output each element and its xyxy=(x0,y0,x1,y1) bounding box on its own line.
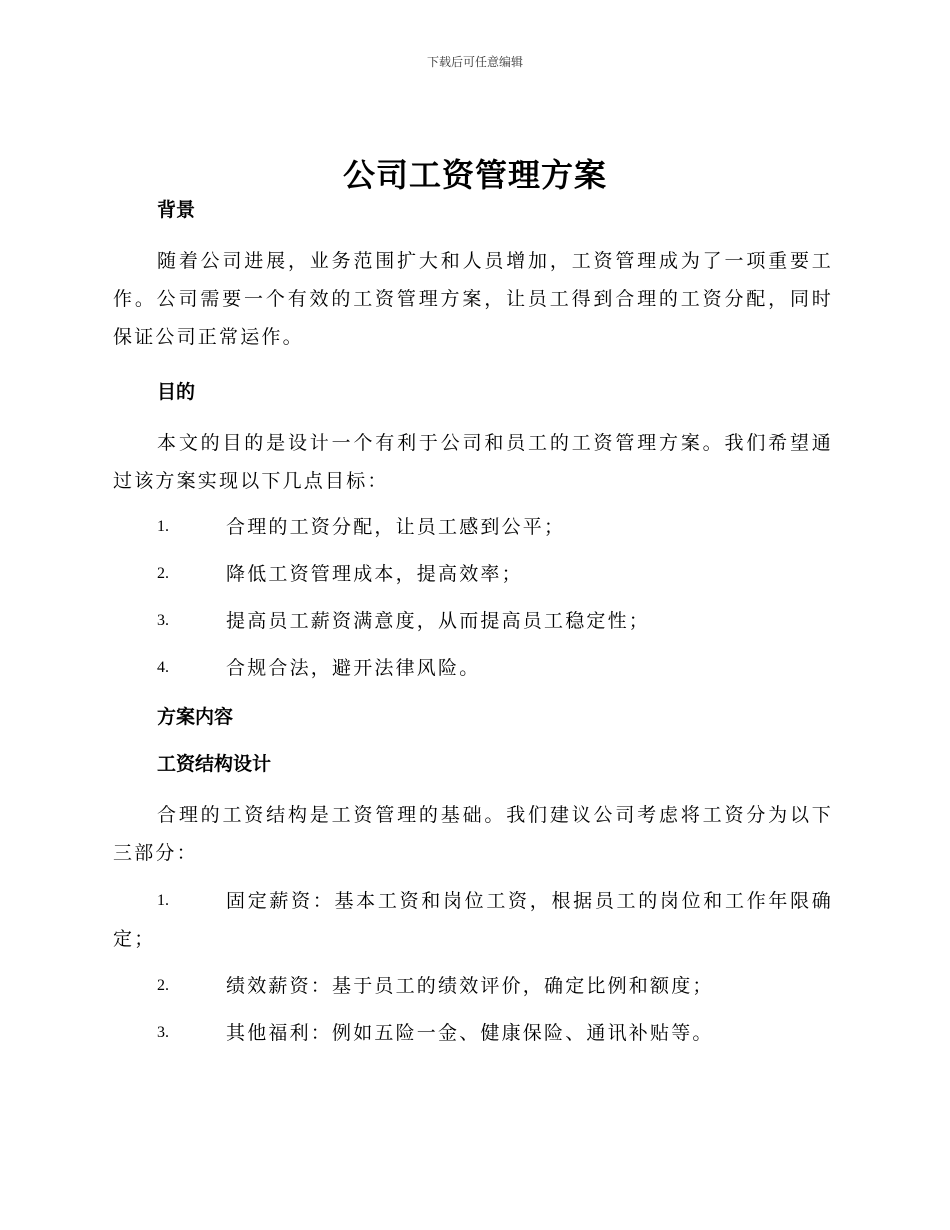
list-text: 绩效薪资：基于员工的绩效评价，确定比例和额度； xyxy=(226,975,714,997)
list-number: 1. xyxy=(157,892,169,909)
list-number: 4. xyxy=(157,659,169,676)
list-text: 固定薪资：基本工资和岗位工资，根据员工的岗位和工作年限确定； xyxy=(113,890,833,950)
list-number: 3. xyxy=(157,612,169,629)
list-text: 合规合法，避开法律风险。 xyxy=(226,657,481,679)
purpose-list-item xyxy=(113,602,833,640)
purpose-paragraph: 本文的目的是设计一个有利于公司和员工的工资管理方案。我们希望通过该方案实现以下几点目标： xyxy=(113,432,833,492)
header-note: 下载后可任意编辑 xyxy=(426,55,523,69)
section-heading-structure: 工资结构设计 xyxy=(157,753,272,775)
document-body xyxy=(113,196,833,1052)
structure-paragraph: 合理的工资结构是工资管理的基础。我们建议公司考虑将工资分为以下三部分： xyxy=(113,804,833,864)
background-paragraph: 随着公司进展，业务范围扩大和人员增加，工资管理成为了一项重要工作。公司需要一个有效的工资管理方案，让员工得到合理的工资分配，同时保证公司正常运作。 xyxy=(113,250,833,348)
list-number: 3. xyxy=(157,1024,169,1041)
list-text: 提高员工薪资满意度，从而提高员工稳定性； xyxy=(226,610,651,632)
purpose-list-item xyxy=(113,508,833,546)
purpose-list-item xyxy=(113,555,833,593)
structure-list-item xyxy=(113,1014,833,1052)
section-heading-plan: 方案内容 xyxy=(157,706,234,728)
structure-list-item xyxy=(113,967,833,1005)
list-text: 合理的工资分配，让员工感到公平； xyxy=(226,516,566,538)
purpose-list-item xyxy=(113,649,833,687)
list-text: 降低工资管理成本，提高效率； xyxy=(226,563,523,585)
list-number: 2. xyxy=(157,977,169,994)
structure-list-item xyxy=(113,882,833,958)
section-heading-background: 背景 xyxy=(157,199,196,221)
list-text: 其他福利：例如五险一金、健康保险、通讯补贴等。 xyxy=(226,1022,714,1044)
section-heading-purpose: 目的 xyxy=(157,381,196,403)
document-title: 公司工资管理方案 xyxy=(342,156,607,194)
list-number: 1. xyxy=(157,518,169,535)
list-number: 2. xyxy=(157,565,169,582)
